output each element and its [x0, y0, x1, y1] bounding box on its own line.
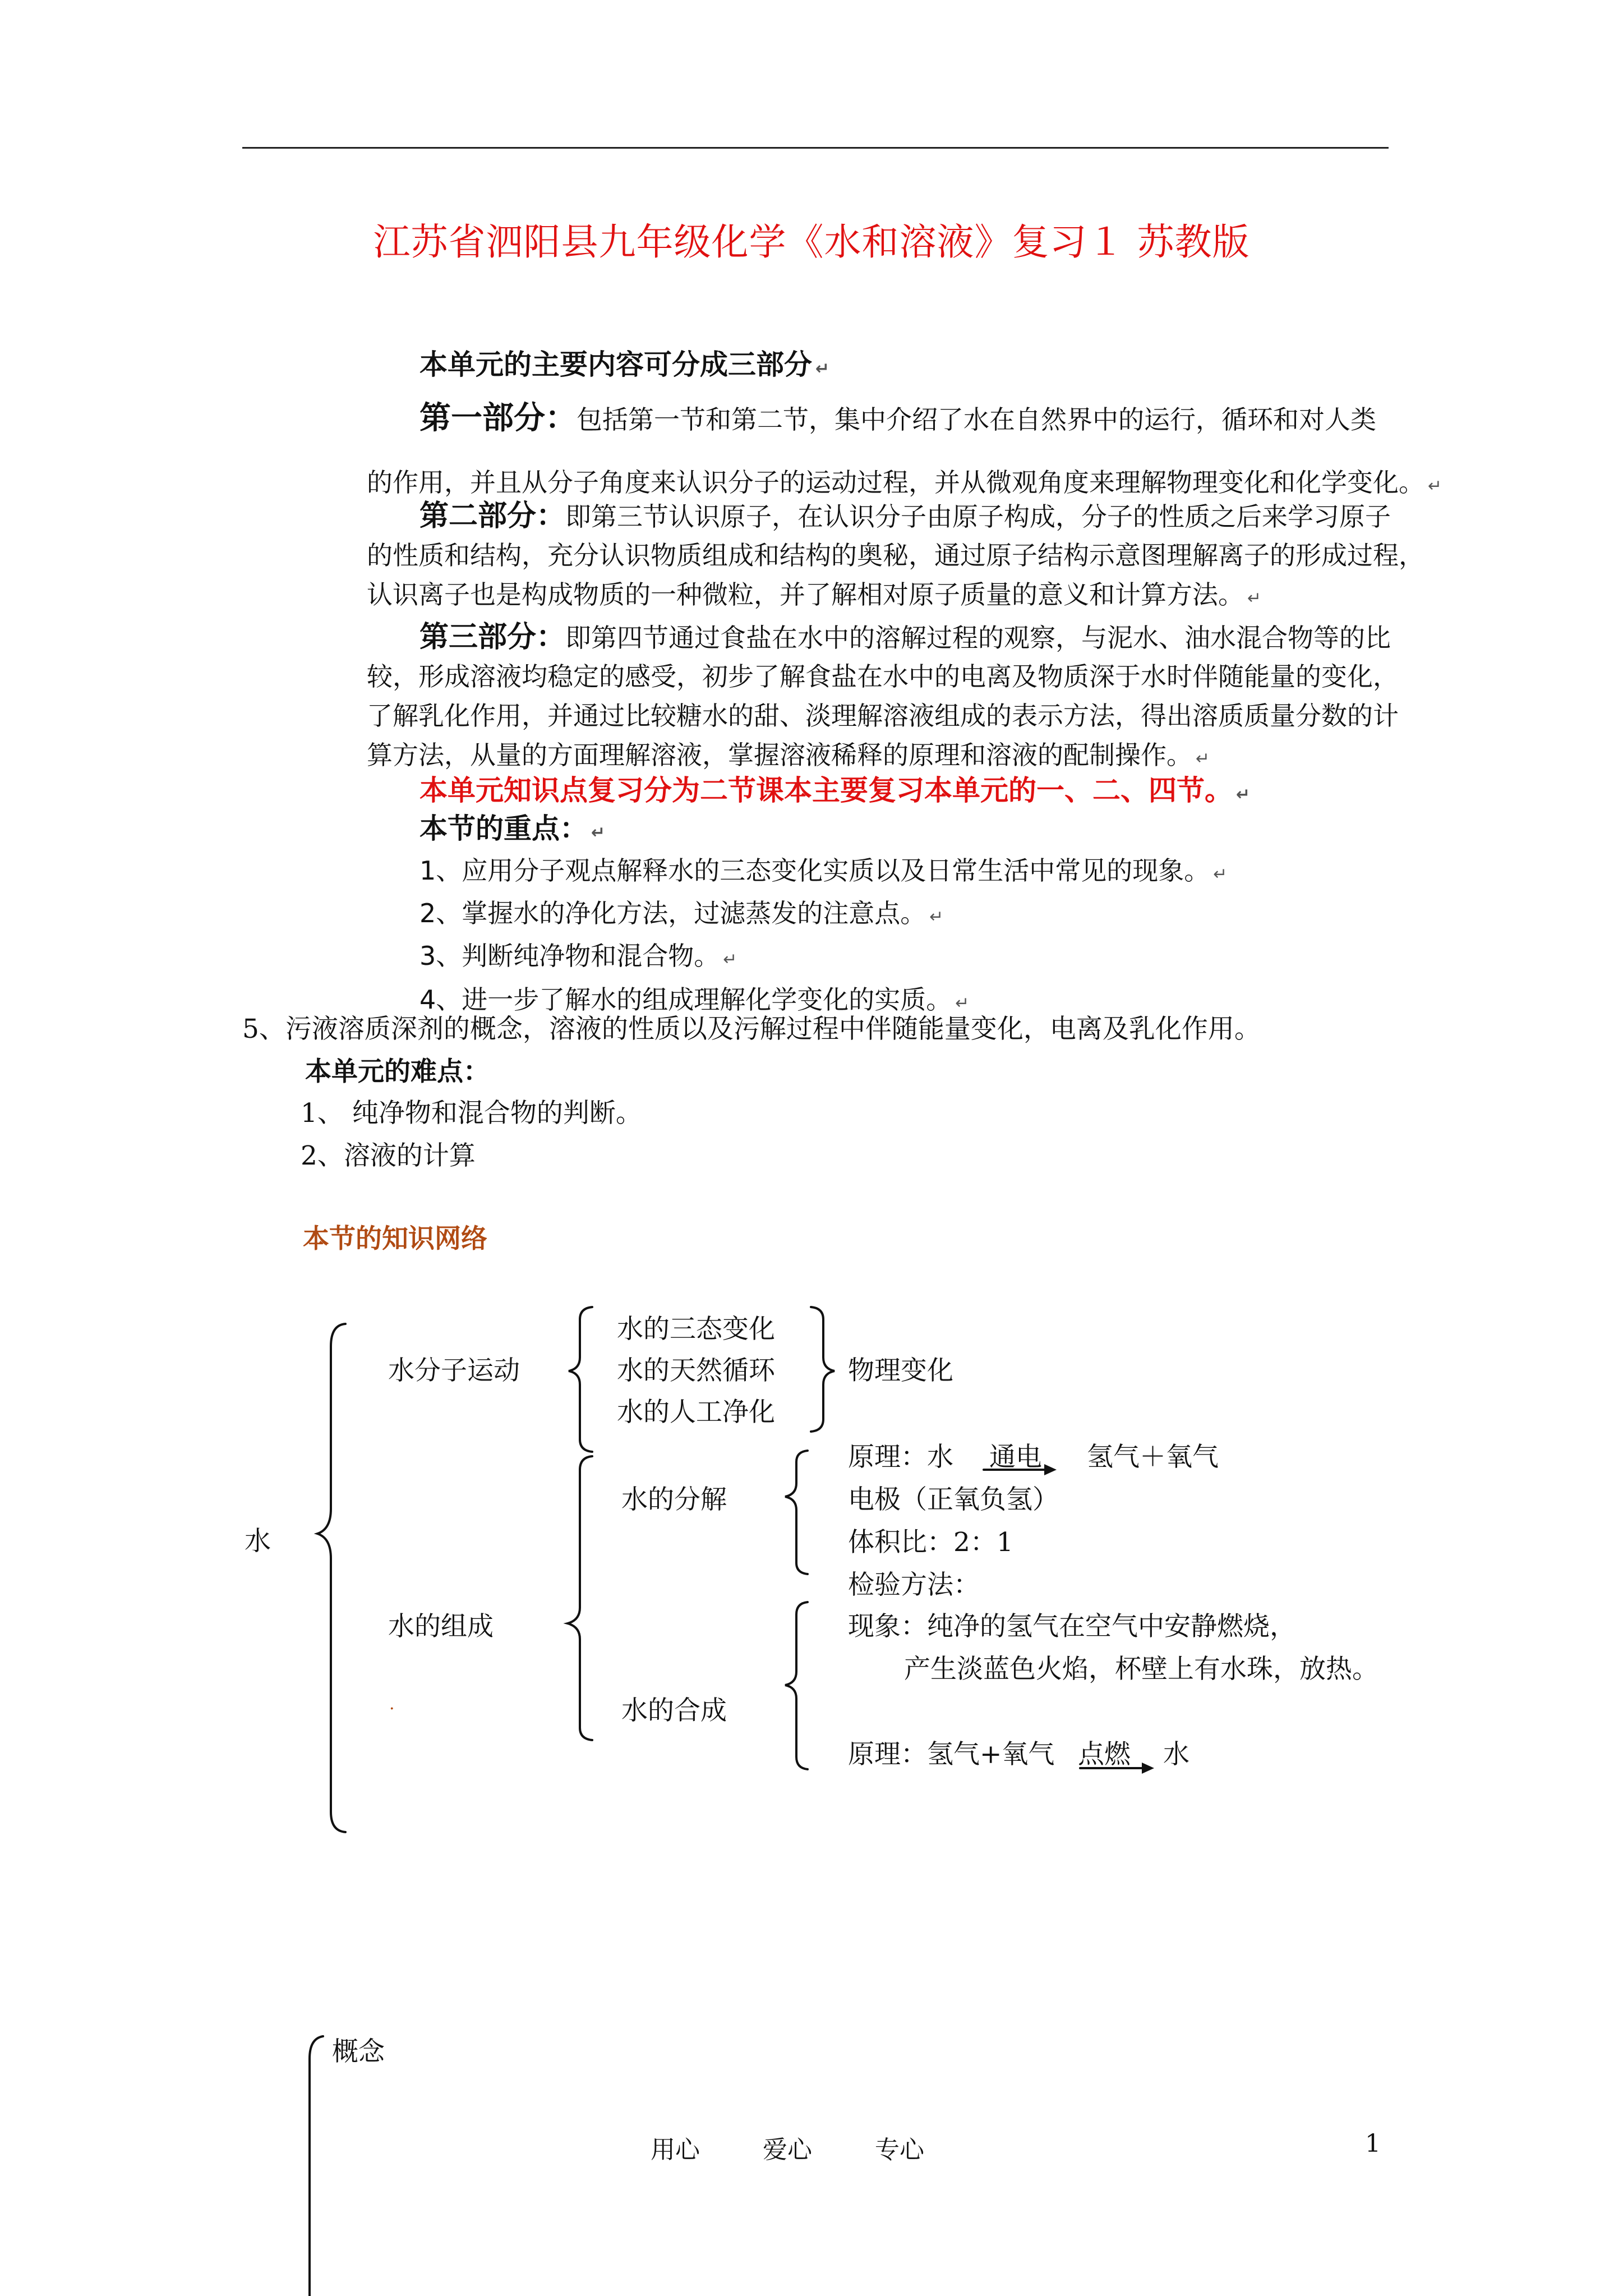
- key-point-4-text: 4、进一步了解水的组成理解化学变化的实质。: [419, 984, 952, 1015]
- part1-text-1: 包括第一节和第二节，集中介绍了水在自然界中的运行，循环和对人类: [577, 404, 1376, 435]
- part2-text-3: 认识离子也是构成物质的一种微粒，并了解相对原子质量的意义和计算方法。: [367, 579, 1244, 610]
- network-motion-item-2: 水的天然循环: [617, 1355, 775, 1386]
- network-phenomenon-2: 产生淡蓝色火焰，杯壁上有水珠，放热。: [904, 1654, 1378, 1685]
- key-point-3-text: 3、判断纯净物和混合物。: [419, 941, 720, 971]
- footer-motto-3: 专心: [875, 2136, 924, 2164]
- decomp-products: 氢气＋氧气: [1087, 1442, 1219, 1473]
- network-phenomenon-1: 现象：纯净的氢气在空气中安静燃烧，: [848, 1611, 1296, 1642]
- paragraph-mark-icon: ↵: [1196, 749, 1210, 769]
- network-motion-item-1: 水的三态变化: [617, 1314, 775, 1345]
- difficulties-heading: 本单元的难点：: [305, 1056, 490, 1087]
- intro-heading-text: 本单元的主要内容可分成三部分: [419, 348, 812, 381]
- paragraph-mark-icon: ↵: [929, 907, 944, 927]
- footer-motto-2: 爱心: [763, 2136, 812, 2164]
- part2-label: 第二部分：: [419, 499, 566, 533]
- footer-motto-1: 用心: [651, 2136, 700, 2164]
- key-point-1-text: 1、应用分子观点解释水的三态变化实质以及日常生活中常见的现象。: [419, 855, 1210, 886]
- paragraph-mark-icon: ↵: [955, 993, 970, 1013]
- network-heading: 本节的知识网络: [303, 1223, 487, 1254]
- document-title: 江苏省泗阳县九年级化学《水和溶液》复习１ 苏教版: [373, 220, 1250, 264]
- network-motion-item-3: 水的人工净化: [617, 1397, 775, 1428]
- network-motion: 水分子运动: [388, 1355, 520, 1386]
- part2-text-2: 的性质和结构，充分认识物质组成和结构的奥秘，通过原子结构示意图理解离子的形成过程，: [367, 540, 1424, 570]
- review-note-text: 本单元知识点复习分为二节课本主要复习本单元的一、二、四节。: [419, 774, 1233, 807]
- network-test-method: 检验方法：: [848, 1570, 980, 1600]
- network-volume-ratio: 体积比：2：1: [848, 1527, 1013, 1558]
- key-point-5: 5、污液溶质深剂的概念，溶液的性质以及污解过程中伴随能量变化，电离及乳化作用。: [242, 1014, 1261, 1045]
- network-root: 水: [245, 1526, 271, 1557]
- part3-text-2: 较，形成溶液均稳定的感受，初步了解食盐在水中的电离及物质深于水时伴随能量的变化，: [367, 661, 1399, 692]
- key-point-2-text: 2、掌握水的净化方法，过滤蒸发的注意点。: [419, 898, 926, 928]
- paragraph-mark-icon: ↵: [1247, 588, 1262, 608]
- paragraph-mark-icon: ↵: [1236, 785, 1251, 804]
- part2-text-1: 即第三节认识原子，在认识分子由原子构成，分子的性质之后来学习原子: [565, 501, 1391, 532]
- difficulty-1: 1、 纯净物和混合物的判断。: [301, 1098, 642, 1129]
- concept-label: 概念: [332, 2036, 385, 2067]
- decomp-condition: 通电: [989, 1442, 1042, 1473]
- stray-dot: .: [389, 1694, 395, 1714]
- network-electrode: 电极（正氧负氢）: [848, 1484, 1059, 1515]
- part3-text-3: 了解乳化作用，并通过比较糖水的甜、淡理解溶液组成的表示方法，得出溶质质量分数的计: [367, 701, 1399, 731]
- network-composition: 水的组成: [388, 1611, 494, 1642]
- part3-label: 第三部分：: [419, 620, 566, 654]
- paragraph-mark-icon: ↵: [723, 950, 737, 969]
- part3-text-1: 即第四节通过食盐在水中的溶解过程的观察，与泥水、油水混合物等的比: [565, 623, 1391, 653]
- part1-label: 第一部分：: [419, 400, 577, 436]
- paragraph-mark-icon: ↵: [1428, 476, 1442, 496]
- paragraph-mark-icon: ↵: [591, 823, 606, 843]
- key-points-heading-text: 本节的重点：: [419, 812, 588, 845]
- part1-text-2: 的作用，并且从分子角度来认识分子的运动过程，并从微观角度来理解物理变化和化学变化。: [367, 467, 1424, 498]
- network-physical-change: 物理变化: [848, 1355, 953, 1386]
- page-number: 1: [1365, 2129, 1381, 2158]
- network-synthesis: 水的合成: [621, 1695, 727, 1726]
- part3-text-4: 算方法，从量的方面理解溶液，掌握溶液稀释的原理和溶液的配制操作。: [367, 740, 1192, 770]
- paragraph-mark-icon: ↵: [1213, 864, 1228, 884]
- synth-condition: 点燃: [1078, 1739, 1131, 1770]
- concept-brace: [310, 2036, 323, 2296]
- decomp-principle-prefix: 原理：水: [848, 1442, 953, 1473]
- synth-product: 水: [1163, 1739, 1189, 1770]
- synth-principle-prefix: 原理：氢气+氧气: [848, 1739, 1055, 1770]
- difficulty-2: 2、溶液的计算: [301, 1140, 476, 1171]
- network-decomposition: 水的分解: [621, 1484, 727, 1515]
- paragraph-mark-icon: ↵: [815, 359, 830, 379]
